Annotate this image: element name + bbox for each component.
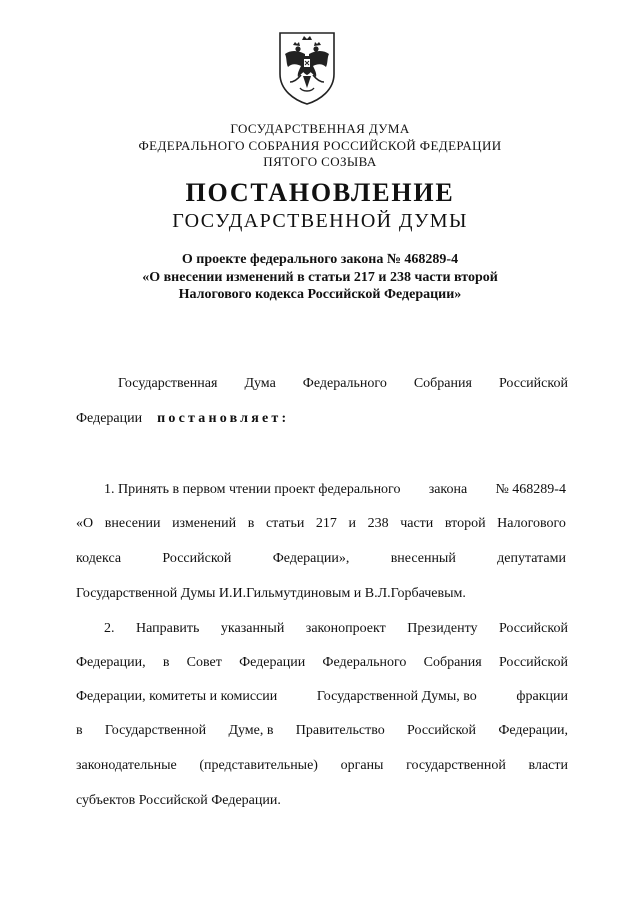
item2-word: фракции bbox=[516, 689, 568, 704]
document-title: ПОСТАНОВЛЕНИЕ bbox=[185, 178, 455, 207]
item2-word: Собрания bbox=[423, 655, 482, 670]
item2-word: Президенту bbox=[407, 621, 478, 636]
item1-line-4: Государственной Думы И.И.Гильмутдиновым и В.Л.Горбачевым. bbox=[76, 586, 466, 601]
item2-word: в bbox=[162, 655, 170, 670]
item1-line-1 bbox=[104, 481, 566, 499]
item2-word: Государственной bbox=[104, 723, 207, 738]
preamble-line-2 bbox=[76, 410, 289, 428]
item1-word: в bbox=[247, 516, 255, 531]
item2-word: (представительные) bbox=[199, 758, 318, 773]
item2-word: Российской bbox=[407, 723, 477, 738]
subject-line-1: О проекте федерального закона № 468289-4 bbox=[181, 252, 459, 267]
item1-line-3 bbox=[76, 550, 566, 568]
item1-word: и bbox=[348, 516, 357, 531]
item2-word: Федерации bbox=[239, 655, 306, 670]
item2-word: указанный bbox=[220, 621, 285, 636]
item1-word: «О bbox=[76, 516, 94, 531]
item2-word: Думе, в bbox=[228, 723, 274, 738]
item2-word: государственной bbox=[406, 758, 506, 773]
item1-text: закона bbox=[428, 482, 468, 497]
issuer-line-convocation: ПЯТОГО СОЗЫВА bbox=[263, 154, 377, 169]
item1-word: Налогового bbox=[497, 516, 566, 531]
item2-line-6: субъектов Российской Федерации. bbox=[76, 793, 281, 808]
item1-word: кодекса bbox=[76, 551, 122, 566]
item2-word: законопроект bbox=[305, 621, 386, 636]
item1-word: 217 bbox=[315, 516, 337, 531]
item2-word: Федерации, комитеты и комиссии bbox=[76, 689, 278, 704]
item1-word: внесенный bbox=[390, 551, 456, 566]
preamble-line-1 bbox=[118, 375, 568, 393]
item2-line-3 bbox=[76, 688, 568, 706]
item1-word: Федерации», bbox=[272, 551, 350, 566]
item2-word: Правительство bbox=[295, 723, 385, 738]
item2-word: Российской bbox=[498, 621, 568, 636]
issuer-line-duma: ГОСУДАРСТВЕННАЯ ДУМА bbox=[230, 121, 410, 136]
item1-line-2 bbox=[76, 515, 566, 533]
item2-word: Совет bbox=[186, 655, 222, 670]
subject-line-2: «О внесении изменений в статьи 217 и 238 части второй bbox=[142, 269, 498, 285]
issuer-line-assembly: ФЕДЕРАЛЬНОГО СОБРАНИЯ РОССИЙСКОЙ ФЕДЕРАЦИИ bbox=[138, 137, 502, 153]
preamble-word: Федерального bbox=[302, 376, 387, 391]
preamble-word: Государственная bbox=[118, 376, 218, 391]
document-subtitle: ГОСУДАРСТВЕННОЙ ДУМЫ bbox=[172, 210, 468, 232]
item2-word: Федерации, bbox=[498, 723, 568, 738]
item2-word: Федерального bbox=[322, 655, 407, 670]
item2-word: Направить bbox=[135, 621, 200, 636]
subject-line-3: Налогового кодекса Российской Федерации» bbox=[178, 287, 462, 302]
item1-word: депутатами bbox=[497, 551, 566, 566]
item2-word: власти bbox=[528, 758, 568, 773]
preamble-word: Российской bbox=[498, 376, 568, 391]
item2-word: 2. bbox=[104, 621, 115, 636]
item2-word: Государственной Думы, во bbox=[316, 689, 477, 704]
item2-word: Российской bbox=[498, 655, 568, 670]
preamble-word: Дума bbox=[244, 376, 276, 391]
item2-word: органы bbox=[340, 758, 384, 773]
resolves-word: постановляет: bbox=[157, 411, 290, 426]
item2-line-1 bbox=[104, 620, 568, 638]
item1-word: части bbox=[400, 516, 434, 531]
double-headed-eagle-emblem-icon bbox=[276, 30, 338, 106]
item1-word: Российской bbox=[162, 551, 232, 566]
item2-word: в bbox=[76, 723, 83, 738]
item1-text: 1. Принять в первом чтении проект федерального bbox=[104, 482, 401, 497]
item1-word: изменений bbox=[172, 516, 237, 531]
item2-line-5 bbox=[76, 757, 568, 775]
item2-word: законодательные bbox=[76, 758, 177, 773]
preamble-federation: Федерации bbox=[76, 411, 143, 426]
item1-word: 238 bbox=[367, 516, 389, 531]
item1-text: № 468289-4 bbox=[495, 482, 566, 497]
item1-word: статьи bbox=[265, 516, 305, 531]
resolution-subject bbox=[0, 251, 640, 304]
item1-word: внесении bbox=[104, 516, 161, 531]
issuer-header bbox=[0, 121, 640, 171]
preamble-word: Собрания bbox=[413, 376, 472, 391]
item2-line-4 bbox=[76, 722, 568, 740]
item2-word: Федерации, bbox=[76, 655, 146, 670]
item2-line-2 bbox=[76, 654, 568, 672]
item1-word: второй bbox=[444, 516, 486, 531]
